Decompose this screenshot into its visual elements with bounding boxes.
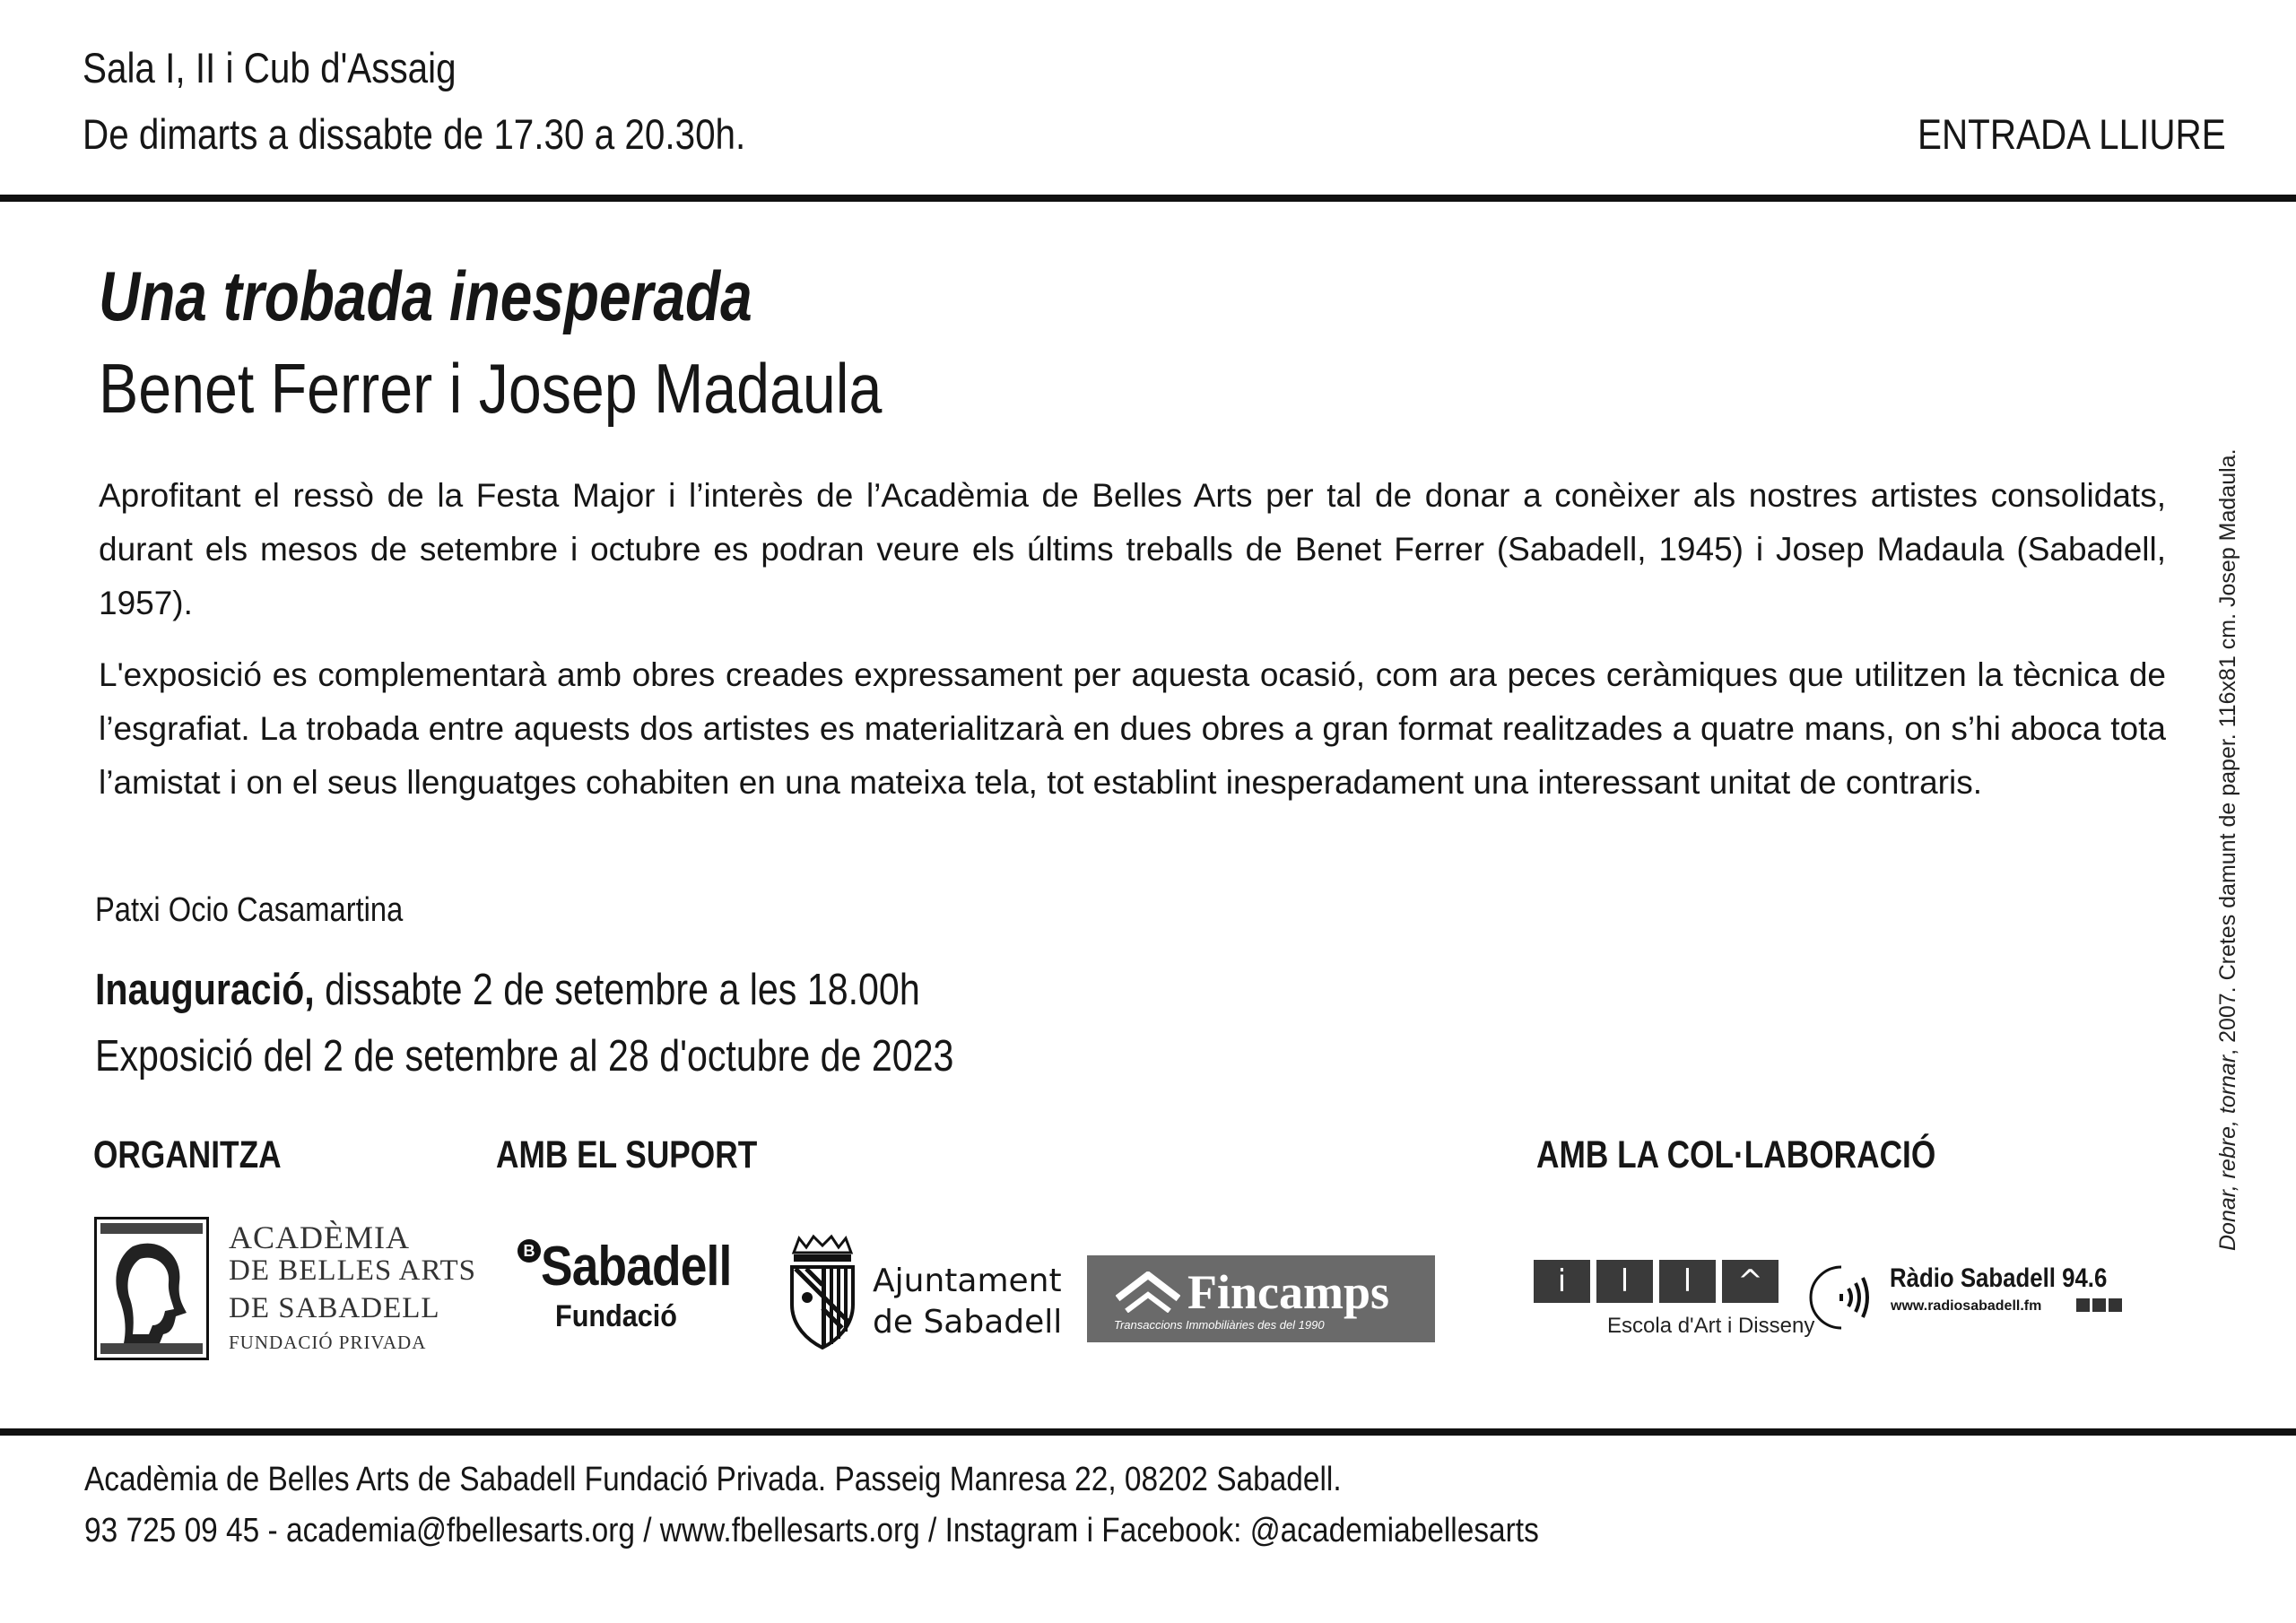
illa-letter-2: l [1596, 1260, 1653, 1303]
header-rule [0, 195, 2296, 202]
ajuntament-logo [785, 1233, 1063, 1350]
fincamps-logo [1087, 1255, 1435, 1342]
opening-line [95, 956, 920, 1024]
sabadell-badge-icon: B [517, 1239, 541, 1263]
exhibition-title: Una trobada inesperada [99, 256, 752, 335]
footer-rule [0, 1428, 2296, 1436]
entry-text: ENTRADA LLIURE [1918, 110, 2226, 158]
opening-text: dissabte 2 de setembre a les 18.00h [314, 966, 920, 1014]
exhibition-dates: Exposició del 2 de setembre al 28 d'octubre de 2023 [95, 1032, 954, 1081]
academia-logo [94, 1217, 477, 1360]
ajuntament-shield-icon [787, 1233, 858, 1350]
academia-portrait-icon [94, 1217, 209, 1360]
ajuntament-line-2: de Sabadell [873, 1304, 1063, 1341]
opening-label: Inauguració, [95, 966, 315, 1014]
venue-text: Sala I, II i Cub d'Assaig [83, 44, 457, 91]
academia-line-2: DE BELLES ARTS [229, 1254, 477, 1287]
academia-line-3: DE SABADELL [229, 1292, 440, 1324]
schedule-text: De dimarts a dissabte de 17.30 a 20.30h. [83, 110, 746, 158]
fincamps-name: Fincamps [1187, 1265, 1390, 1319]
side-caption-rest: , 2007. Cretes damunt de paper. 116x81 cm. Josep Madaula. [2215, 448, 2240, 1055]
fincamps-roof-icon [1116, 1271, 1180, 1313]
illa-logo [1534, 1260, 1815, 1341]
sabadell-name: Sabadell [541, 1236, 732, 1298]
ajuntament-line-1: Ajuntament [873, 1263, 1062, 1299]
radio-name: Ràdio Sabadell 94.6 [1890, 1263, 2108, 1293]
academia-line-4: FUNDACIÓ PRIVADA [229, 1332, 427, 1353]
radio-signal-icon [1807, 1263, 1875, 1332]
academia-line-1: ACADÈMIA [229, 1219, 410, 1255]
radio-url: www.radiosabadell.fm [1891, 1298, 2042, 1314]
sabadell-sub: Fundació [555, 1299, 677, 1333]
suport-heading: AMB EL SUPORT [496, 1133, 758, 1176]
sabadell-fundacio-logo [516, 1237, 776, 1345]
side-caption [2215, 448, 2241, 1251]
illa-letter-4: ^ [1722, 1260, 1779, 1303]
illa-letter-3: l [1659, 1260, 1716, 1303]
description-paragraph-1: Aprofitant el ressò de la Festa Major i l’interès de l’Acadèmia de Belles Arts per tal de donar a conèixer als nostres artistes consolidats, durant els mesos de setembre i octubre es podran veure els últims treballs de Benet Ferrer (Sabadell, 1945) i Josep Madaula (Sabadell, 1957). [99, 477, 2166, 621]
organitza-heading: ORGANITZA [93, 1133, 282, 1176]
radio-sabadell-logo [1807, 1260, 2130, 1350]
author-name: Patxi Ocio Casamartina [95, 891, 404, 929]
footer-contact: 93 725 09 45 - academia@fbellesarts.org / www.fbellesarts.org / Instagram i Facebook: @academiabellesarts [84, 1512, 1539, 1549]
footer-address: Acadèmia de Belles Arts de Sabadell Fundació Privada. Passeig Manresa 22, 08202 Sabadell. [84, 1461, 1342, 1498]
description-paragraph-2: L'exposició es complementarà amb obres creades expressament per aquesta ocasió, com ara peces ceràmiques que utilitzen la tècnica de l’esgrafiat. La trobada entre aquests dos artistes es materialitzarà en dues obres a gran format realitzades a quatre mans, on s’hi aboca tota l’amistat i on el seus llenguatges cohabiten en una mateixa tela, tot establint inesperadament una interessant unitat de contraris. [99, 656, 2166, 801]
rss-icon [2109, 1298, 2122, 1312]
illa-sub: Escola d'Art i Disseny [1607, 1314, 1815, 1338]
side-caption-title: Donar, rebre, tornar [2215, 1055, 2240, 1251]
illa-letter-1: i [1534, 1260, 1590, 1303]
facebook-icon [2092, 1298, 2106, 1312]
fincamps-sub: Transaccions Immobiliàries des del 1990 [1114, 1318, 1325, 1332]
collaboracio-heading: AMB LA COL·LABORACIÓ [1536, 1133, 1936, 1176]
twitter-icon [2076, 1298, 2090, 1312]
exhibition-artists: Benet Ferrer i Josep Madaula [99, 349, 883, 428]
